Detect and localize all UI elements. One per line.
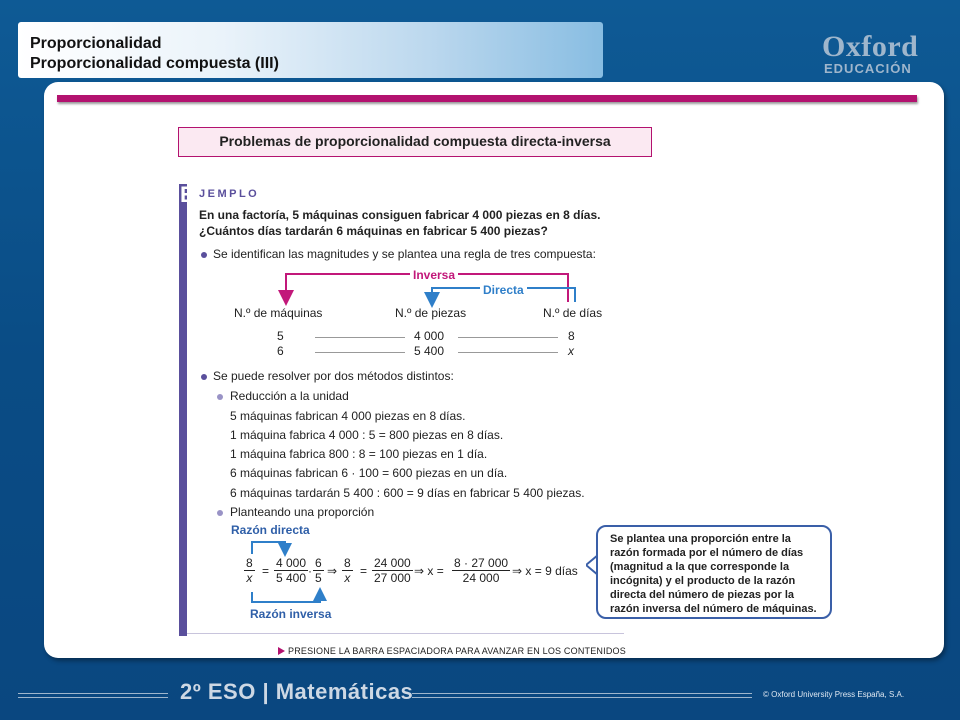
fraction-6-5 [313,556,324,585]
fraction-4000-5400 [274,556,308,585]
equation-result: ⇒ x = 9 días [512,564,578,578]
bullet-icon [201,374,207,380]
column-dias: N.º de días [543,306,603,320]
fraction-denominator: x [344,571,351,585]
footer-rule-left [18,693,168,694]
title-line-2: Proporcionalidad compuesta (III) [30,55,279,72]
column-piezas: N.º de piezas [395,306,467,320]
problem-line-2: ¿Cuántos días tardarán 6 máquinas en fabricar 5 400 piezas? [199,224,548,238]
ejemplo-bottom-rule [187,633,624,634]
equals-sign: = [360,564,368,578]
method1-line-4: 6 máquinas fabrican 6 · 100 = 600 piezas en un día. [230,466,508,480]
fraction-8-x-2 [342,556,353,585]
copyright-text: © Oxford University Press España, S.A. [763,690,905,699]
accent-bar [57,95,917,102]
fraction-denominator: 27 000 [374,571,411,585]
sub-bullet-icon [217,394,223,400]
method1-title: Reducción a la unidad [230,389,349,403]
course-brand: 2º ESO | Matemáticas [180,679,414,704]
row2-piezas: 5 400 [414,344,445,358]
oxford-logo: Oxford [822,30,919,63]
fraction-24000-27000 [372,556,413,585]
multiply-dot: · [308,564,312,578]
row-divider [458,352,558,353]
explanation-callout: Se plantea una proporción entre la razón formada por el número de días (magnitud a la que corresponde la incógnita) y el producto de la razón directa del número de piezas por la razón inversa del número de máquinas. [596,525,832,619]
ejemplo-heading: JEMPLO [199,188,260,200]
ejemplo-sidebar [179,184,187,636]
implies-x-equals: ⇒ x = [414,564,444,578]
fraction-8-x [244,556,255,585]
fraction-numerator: 8 [246,556,253,570]
arrow-label-directa: Directa [480,283,527,297]
row1-dias: 8 [568,329,575,343]
problem-line-1: En una factoría, 5 máquinas consiguen fabricar 4 000 piezas en 8 días. [199,208,601,222]
bullet-icon [201,252,207,258]
footer-rule-right [412,693,752,694]
fraction-denominator: 5 [315,571,322,585]
fraction-denominator: x [246,571,253,585]
arrow-label-inversa: Inversa [410,268,458,282]
method1-line-2: 1 máquina fabrica 4 000 : 5 = 800 piezas en 8 días. [230,428,504,442]
method2-title: Planteando una proporción [230,505,375,519]
fraction-denominator: 24 000 [462,571,500,585]
equals-sign: = [262,564,270,578]
title-line-1: Proporcionalidad [30,35,162,52]
fraction-numerator: 24 000 [374,556,411,570]
razon-directa-label: Razón directa [231,523,310,537]
ejemplo-initial: E [180,182,195,207]
fraction-numerator: 6 [315,556,322,570]
row1-piezas: 4 000 [414,329,445,343]
method1-line-1: 5 máquinas fabrican 4 000 piezas en 8 días. [230,409,466,423]
page-title [30,34,279,74]
method1-line-5: 6 máquinas tardarán 5 400 : 600 = 9 días en fabricar 5 400 piezas. [230,486,585,500]
fraction-solution [452,556,510,585]
fraction-numerator: 8 [344,556,351,570]
advance-arrow-icon [278,647,285,655]
row-divider [315,337,405,338]
fraction-numerator: 8 · 27 000 [454,556,509,570]
footer-rule-right [412,697,752,698]
row1-maquinas: 5 [277,329,284,343]
column-maquinas: N.º de máquinas [234,306,323,320]
bullet-text-1: Se identifican las magnitudes y se plantea una regla de tres compuesta: [213,247,596,261]
section-title: Problemas de proporcionalidad compuesta directa-inversa [178,127,652,157]
footer-rule-left [18,697,168,698]
method1-line-3: 1 máquina fabrica 800 : 8 = 100 piezas en 1 día. [230,447,488,461]
fraction-denominator: 5 400 [276,571,307,585]
advance-prompt: PRESIONE LA BARRA ESPACIADORA PARA AVANZAR EN LOS CONTENIDOS [288,646,626,656]
implies-arrow: ⇒ [327,564,338,578]
razon-inversa-label: Razón inversa [250,607,332,621]
bullet-text-2: Se puede resolver por dos métodos distintos: [213,369,454,383]
row-divider [458,337,558,338]
row2-maquinas: 6 [277,344,284,358]
row2-dias: x [568,344,574,358]
row-divider [315,352,405,353]
educacion-logo: EDUCACIÓN [824,61,912,76]
sub-bullet-icon [217,510,223,516]
fraction-numerator: 4 000 [276,556,307,570]
